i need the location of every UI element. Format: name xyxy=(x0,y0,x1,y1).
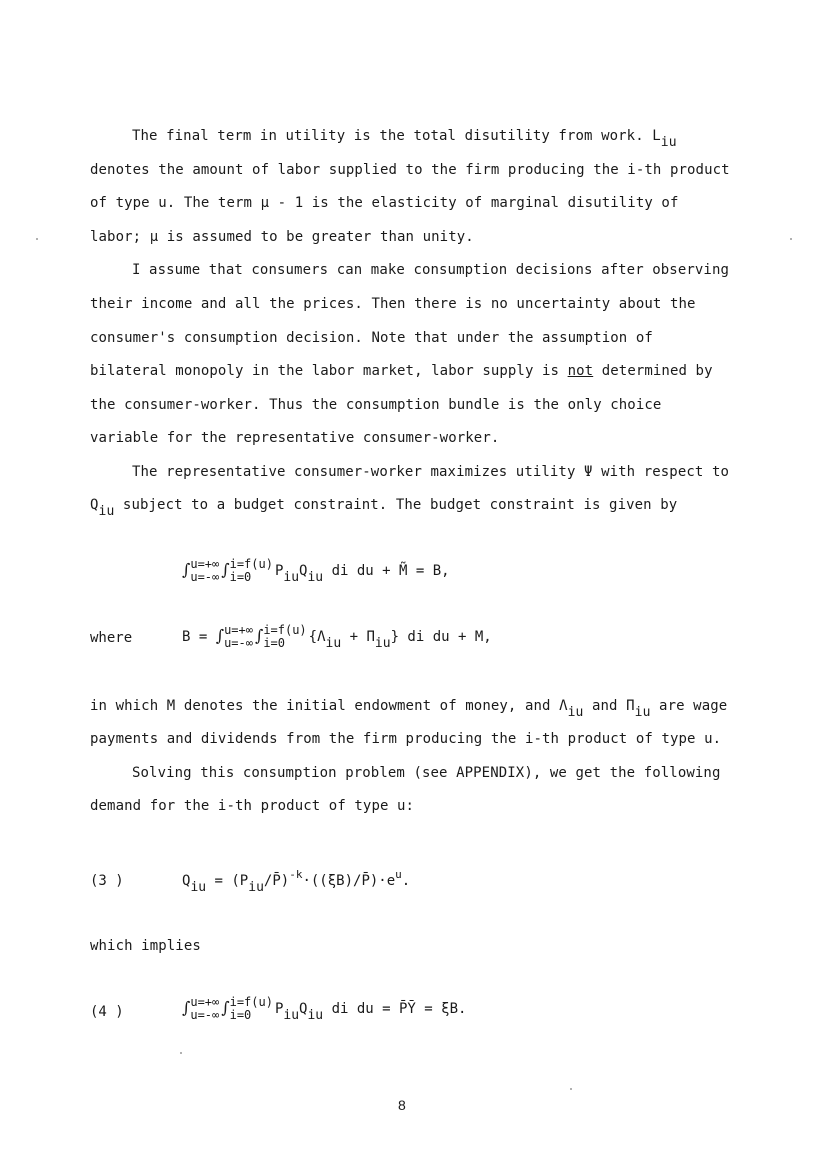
integral-sign: ∫ xyxy=(254,626,264,645)
scan-speck xyxy=(570,1088,572,1090)
equation-3-number: (3 ) xyxy=(90,873,124,889)
integral-sign: ∫ xyxy=(215,626,225,645)
scan-speck xyxy=(790,238,792,240)
budget-equation: ∫u=+∞ u=-∞ ∫i=f(u) i=0 PiuQiu di du + M̃ = B, xyxy=(182,557,450,585)
paragraph-1-line-2: denotes the amount of labor supplied to the firm producing the i-th product xyxy=(90,162,730,178)
which-implies: which implies xyxy=(90,938,201,954)
integral-sign: ∫ xyxy=(182,560,191,579)
scan-speck xyxy=(180,1052,182,1054)
paragraph-3-line-2: Qiu subject to a budget constraint. The budget constraint is given by xyxy=(90,497,678,519)
paragraph-2-line-5: the consumer-worker. Thus the consumption bundle is the only choice xyxy=(90,397,662,413)
paragraph-2-line-6: variable for the representative consumer-worker. xyxy=(90,430,500,446)
paragraph-1-line-3: of type u. The term μ - 1 is the elasticity of marginal disutility of xyxy=(90,195,679,211)
paragraph-2-line-1: I assume that consumers can make consumption decisions after observing xyxy=(132,262,730,278)
aggregate-equation: ∫u=+∞ u=-∞ ∫i=f(u) i=0 PiuQiu di du = P̄Ȳ = ξB. xyxy=(182,995,467,1023)
paragraph-1-line-1: The final term in utility is the total disutility from work. Liu xyxy=(132,128,677,150)
paragraph-5-line-2: demand for the i-th product of type u: xyxy=(90,798,415,814)
demand-equation: Qiu = $(Piu/P̄)^{-k}\cdot((\xi B)/P̄)\cdot e^u$. xyxy=(182,868,411,895)
page-number: 8 xyxy=(398,1097,406,1113)
income-equation: B = ∫u=+∞ u=-∞ ∫i=f(u) i=0 {Λiu + Πiu} di du + M, xyxy=(182,623,492,651)
integral-sign: ∫ xyxy=(221,998,230,1017)
integral-sign: ∫ xyxy=(182,998,191,1017)
paragraph-4-line-2: payments and dividends from the firm producing the i-th product of type u. xyxy=(90,731,722,747)
paragraph-4-line-1: in which M denotes the initial endowment of money, and Λiu and Πiu are wage xyxy=(90,698,728,720)
paragraph-3-line-1: The representative consumer-worker maximizes utility Ψ with respect to xyxy=(132,464,730,480)
equation-4-number: (4 ) xyxy=(90,1004,124,1020)
paragraph-2-line-3: consumer's consumption decision. Note that under the assumption of xyxy=(90,330,653,346)
where-label: where xyxy=(90,630,133,646)
underlined-not: not xyxy=(567,363,594,379)
paragraph-5-line-1: Solving this consumption problem (see APPENDIX), we get the following xyxy=(132,765,721,781)
scan-speck xyxy=(36,238,38,240)
paragraph-1-line-4: labor; μ is assumed to be greater than unity. xyxy=(90,229,474,245)
paragraph-2-line-4: bilateral monopoly in the labor market, labor supply is not determined by xyxy=(90,363,713,379)
integral-sign: ∫ xyxy=(221,560,230,579)
paragraph-2-line-2: their income and all the prices. Then there is no uncertainty about the xyxy=(90,296,696,312)
